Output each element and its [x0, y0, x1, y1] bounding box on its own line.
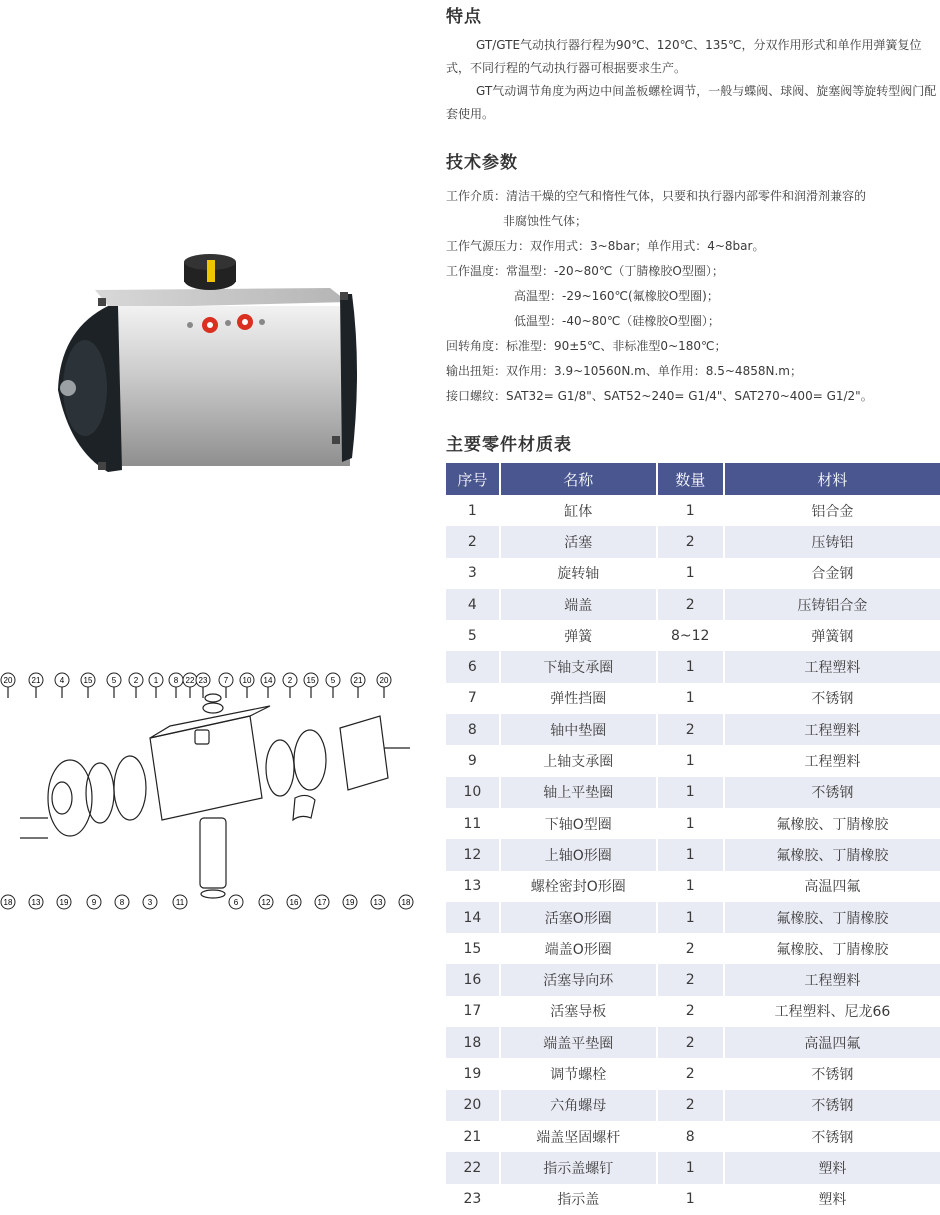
diagram-callout: [1, 895, 15, 909]
diagram-callout-label: 9: [91, 898, 97, 907]
table-row: [446, 1184, 940, 1215]
exploded-diagram: [0, 668, 420, 918]
tech-temp: 工作温度：常温型：-20~80℃（丁腈橡胶O型圈）；: [446, 264, 724, 278]
cell-no: 19: [446, 1058, 500, 1089]
parts-title: 主要零件材质表: [446, 435, 572, 455]
diagram-callout-label: 18: [401, 898, 411, 907]
cell-material: 氟橡胶、丁腈橡胶: [724, 839, 940, 870]
table-row: [446, 526, 940, 557]
cell-qty: 2: [657, 964, 724, 995]
diagram-callout: [287, 895, 301, 909]
diagram-callout: [283, 673, 297, 687]
cell-no: 7: [446, 683, 500, 714]
cell-material: 氟橡胶、丁腈橡胶: [776, 941, 889, 958]
cell-name: 六角螺母: [500, 1090, 657, 1121]
cell-material: 工程塑料: [804, 754, 861, 771]
header-qty: 数量: [657, 463, 724, 495]
diagram-callout: [115, 895, 129, 909]
cell-material: 不锈钢: [724, 1090, 940, 1121]
cell-qty: 8~12: [657, 620, 724, 651]
table-row: [446, 1027, 940, 1058]
diagram-callout-label: 1: [153, 676, 159, 685]
cell-no: 15: [446, 933, 500, 964]
cell-no: 4: [446, 589, 500, 620]
left-panel: [0, 0, 440, 1161]
cell-material: 塑料: [818, 1192, 847, 1209]
diagram-callout-label: 7: [223, 676, 229, 685]
cell-name: 弹性挡圈: [500, 683, 657, 714]
diagram-callout-label: 11: [175, 898, 185, 907]
table-row: [446, 620, 940, 651]
cell-no: 10: [446, 777, 500, 808]
cell-no: 20: [446, 1090, 500, 1121]
cell-material: 不锈钢: [811, 1129, 854, 1146]
diagram-callout-label: 23: [198, 676, 208, 685]
cell-qty: 1: [657, 651, 724, 682]
cell-no: 11: [446, 808, 500, 839]
cell-no: 6: [446, 651, 500, 682]
cell-no: 22: [446, 1152, 500, 1183]
cell-material: 不锈钢: [811, 691, 854, 708]
cell-no: 2: [446, 526, 500, 557]
cell-material: 氟橡胶、丁腈橡胶: [776, 816, 889, 833]
diagram-callout-label: 13: [373, 898, 383, 907]
header-no: 序号: [446, 463, 500, 495]
tech-temp-high: 高温型：-29~160℃(氟橡胶O型圈)；: [514, 289, 719, 303]
cell-name: 上轴O形圈: [500, 839, 657, 870]
parts-table-header: [446, 463, 940, 495]
cell-qty: 1: [657, 745, 724, 776]
cell-no: 9: [446, 745, 500, 776]
cell-qty: 1: [657, 808, 724, 839]
diagram-callout-label: 20: [3, 676, 13, 685]
diagram-callout-label: 15: [83, 676, 93, 685]
cell-material: 铝合金: [811, 503, 854, 520]
cell-qty: 8: [657, 1121, 724, 1152]
cell-qty: 2: [657, 589, 724, 620]
cell-name: 上轴支承圈: [500, 745, 657, 776]
diagram-callout-label: 4: [59, 676, 65, 685]
cell-name: 活塞O形圈: [500, 902, 657, 933]
cell-no: 23: [446, 1184, 500, 1215]
cell-material: 工程塑料、尼龙66: [774, 1004, 891, 1021]
diagram-callout: [229, 895, 243, 909]
diagram-callout: [219, 673, 233, 687]
cell-material: 压铸铝合金: [724, 589, 940, 620]
cell-name: 端盖: [500, 589, 657, 620]
cell-name: 轴中垫圈: [500, 714, 657, 745]
table-row: [446, 1058, 940, 1089]
diagram-callout-label: 21: [353, 676, 363, 685]
cell-material: 不锈钢: [724, 777, 940, 808]
tech-medium-cont: 非腐蚀性气体；: [503, 214, 588, 228]
cell-name: 缸体: [500, 495, 657, 526]
diagram-callout: [57, 895, 71, 909]
header-name: 名称: [500, 463, 657, 495]
cell-material: 不锈钢: [811, 1066, 854, 1083]
cell-qty: 1: [657, 683, 724, 714]
tech-params: [446, 184, 940, 409]
cell-no: 17: [446, 996, 500, 1027]
cell-name: 调节螺栓: [500, 1058, 657, 1089]
diagram-callout: [143, 895, 157, 909]
table-row: [446, 558, 940, 589]
diagram-callout: [183, 673, 197, 687]
diagram-callout-label: 8: [119, 898, 125, 907]
table-row: [446, 651, 940, 682]
cell-no: 14: [446, 902, 500, 933]
tech-title: 技术参数: [446, 153, 518, 173]
diagram-callout-label: 12: [261, 898, 271, 907]
diagram-callout-label: 2: [133, 676, 139, 685]
cell-name: 下轴O型圈: [500, 808, 657, 839]
cell-no: 12: [446, 839, 500, 870]
cell-qty: 1: [657, 495, 724, 526]
cell-qty: 2: [657, 996, 724, 1027]
cell-material: 塑料: [724, 1152, 940, 1183]
diagram-callout: [149, 673, 163, 687]
features-title: 特点: [446, 7, 482, 27]
cell-qty: 2: [657, 933, 724, 964]
table-row: [446, 871, 940, 902]
diagram-callout: [55, 673, 69, 687]
cell-qty: 2: [657, 1058, 724, 1089]
cell-material: 高温四氟: [724, 1027, 940, 1058]
cell-name: 端盖坚固螺杆: [500, 1121, 657, 1152]
diagram-callout-label: 20: [379, 676, 389, 685]
diagram-callout-label: 2: [287, 676, 293, 685]
diagram-callout: [315, 895, 329, 909]
table-row: [446, 1152, 940, 1183]
cell-name: 活塞导向环: [500, 964, 657, 995]
cell-no: 18: [446, 1027, 500, 1058]
tech-torque: 输出扭矩：双作用：3.9~10560N.m、单作用：8.5~4858N.m；: [446, 364, 802, 378]
features-body: [446, 34, 940, 126]
diagram-callout: [29, 895, 43, 909]
table-row: [446, 589, 940, 620]
diagram-callout: [240, 673, 254, 687]
parts-table: [446, 463, 940, 1215]
table-row: [446, 964, 940, 995]
cell-qty: 2: [657, 526, 724, 557]
cell-material: 合金钢: [811, 566, 854, 583]
cell-name: 轴上平垫圈: [500, 777, 657, 808]
cell-qty: 1: [657, 902, 724, 933]
diagram-callout: [196, 673, 210, 687]
cell-no: 3: [446, 558, 500, 589]
features-paragraph-1: GT/GTE气动执行器行程为90℃、120℃、135℃，分双作用形式和单作用弹簧复位式，不同行程的气动执行器可根据要求生产。: [446, 38, 922, 75]
cell-no: 8: [446, 714, 500, 745]
tech-rotation: 回转角度：标准型：90±5℃、非标准型0~180℃；: [446, 339, 727, 353]
diagram-callout-label: 6: [233, 898, 239, 907]
cell-no: 13: [446, 871, 500, 902]
diagram-callout: [169, 673, 183, 687]
table-row: [446, 996, 940, 1027]
cell-name: 活塞导板: [500, 996, 657, 1027]
diagram-callout: [371, 895, 385, 909]
cell-no: 21: [446, 1121, 500, 1152]
diagram-callout-label: 17: [317, 898, 327, 907]
cell-qty: 2: [657, 1027, 724, 1058]
diagram-callout: [326, 673, 340, 687]
cell-qty: 1: [657, 1184, 724, 1215]
diagram-callout: [259, 895, 273, 909]
cell-name: 指示盖螺钉: [500, 1152, 657, 1183]
cell-name: 弹簧: [500, 620, 657, 651]
diagram-callout-label: 15: [306, 676, 316, 685]
cell-material: 弹簧钢: [811, 628, 854, 645]
cell-material: 工程塑料: [724, 964, 940, 995]
cell-name: 旋转轴: [500, 558, 657, 589]
diagram-callout-label: 13: [31, 898, 41, 907]
cell-name: 活塞: [500, 526, 657, 557]
header-material: 材料: [724, 463, 940, 495]
tech-pressure: 工作气源压力：双作用式：3~8bar；单作用式：4~8bar。: [446, 239, 765, 253]
tech-medium: 工作介质：清洁干燥的空气和惰性气体，只要和执行器内部零件和润滑剂兼容的: [446, 189, 867, 203]
diagram-callout-label: 5: [330, 676, 336, 685]
cell-no: 5: [446, 620, 500, 651]
features-paragraph-2: GT气动调节角度为两边中间盖板螺栓调节，一般与蝶阀、球阀、旋塞阀等旋转型阀门配套使用。: [446, 84, 937, 121]
diagram-callout-label: 19: [345, 898, 355, 907]
cell-qty: 1: [657, 839, 724, 870]
diagram-callout: [1, 673, 15, 687]
table-row: [446, 683, 940, 714]
diagram-callout-label: 10: [242, 676, 252, 685]
diagram-callout-label: 5: [111, 676, 117, 685]
cell-name: 端盖O形圈: [500, 933, 657, 964]
cell-no: 1: [446, 495, 500, 526]
diagram-callout: [304, 673, 318, 687]
cell-material: 工程塑料: [724, 651, 940, 682]
cell-material: 高温四氟: [804, 879, 861, 896]
diagram-callout: [351, 673, 365, 687]
cell-material: 压铸铝: [724, 526, 940, 557]
diagram-callout: [377, 673, 391, 687]
table-row: [446, 839, 940, 870]
diagram-callout: [81, 673, 95, 687]
table-row: [446, 1090, 940, 1121]
diagram-callout-label: 18: [3, 898, 13, 907]
table-row: [446, 495, 940, 526]
cell-qty: 1: [657, 871, 724, 902]
diagram-callout: [173, 895, 187, 909]
table-row: [446, 745, 940, 776]
table-row: [446, 933, 940, 964]
table-row: [446, 714, 940, 745]
diagram-callout: [87, 895, 101, 909]
diagram-callout: [129, 673, 143, 687]
diagram-callout-label: 22: [185, 676, 195, 685]
cell-name: 指示盖: [500, 1184, 657, 1215]
cell-qty: 1: [657, 777, 724, 808]
diagram-callout-label: 8: [173, 676, 179, 685]
cell-name: 下轴支承圈: [500, 651, 657, 682]
cell-material: 氟橡胶、丁腈橡胶: [724, 902, 940, 933]
diagram-callout: [29, 673, 43, 687]
cell-name: 螺栓密封O形圈: [500, 871, 657, 902]
cell-qty: 2: [657, 1090, 724, 1121]
cell-name: 端盖平垫圈: [500, 1027, 657, 1058]
table-row: [446, 902, 940, 933]
table-row: [446, 777, 940, 808]
table-row: [446, 808, 940, 839]
tech-temp-low: 低温型：-40~80℃（硅橡胶O型圈）；: [514, 314, 720, 328]
diagram-callout-label: 16: [289, 898, 299, 907]
tech-port: 接口螺纹：SAT32= G1/8"、SAT52~240= G1/4"、SAT270~400= G1/2"。: [446, 389, 873, 403]
cell-qty: 2: [657, 714, 724, 745]
diagram-callout: [107, 673, 121, 687]
diagram-callout-label: 19: [59, 898, 69, 907]
diagram-callout: [343, 895, 357, 909]
cell-no: 16: [446, 964, 500, 995]
diagram-callout-label: 14: [263, 676, 273, 685]
cell-material: 工程塑料: [724, 714, 940, 745]
table-row: [446, 1121, 940, 1152]
cell-qty: 1: [657, 1152, 724, 1183]
diagram-callout-label: 3: [147, 898, 153, 907]
cell-qty: 1: [657, 558, 724, 589]
diagram-callout: [261, 673, 275, 687]
actuator-photo: [50, 250, 370, 490]
diagram-callout-label: 21: [31, 676, 41, 685]
diagram-callout: [399, 895, 413, 909]
